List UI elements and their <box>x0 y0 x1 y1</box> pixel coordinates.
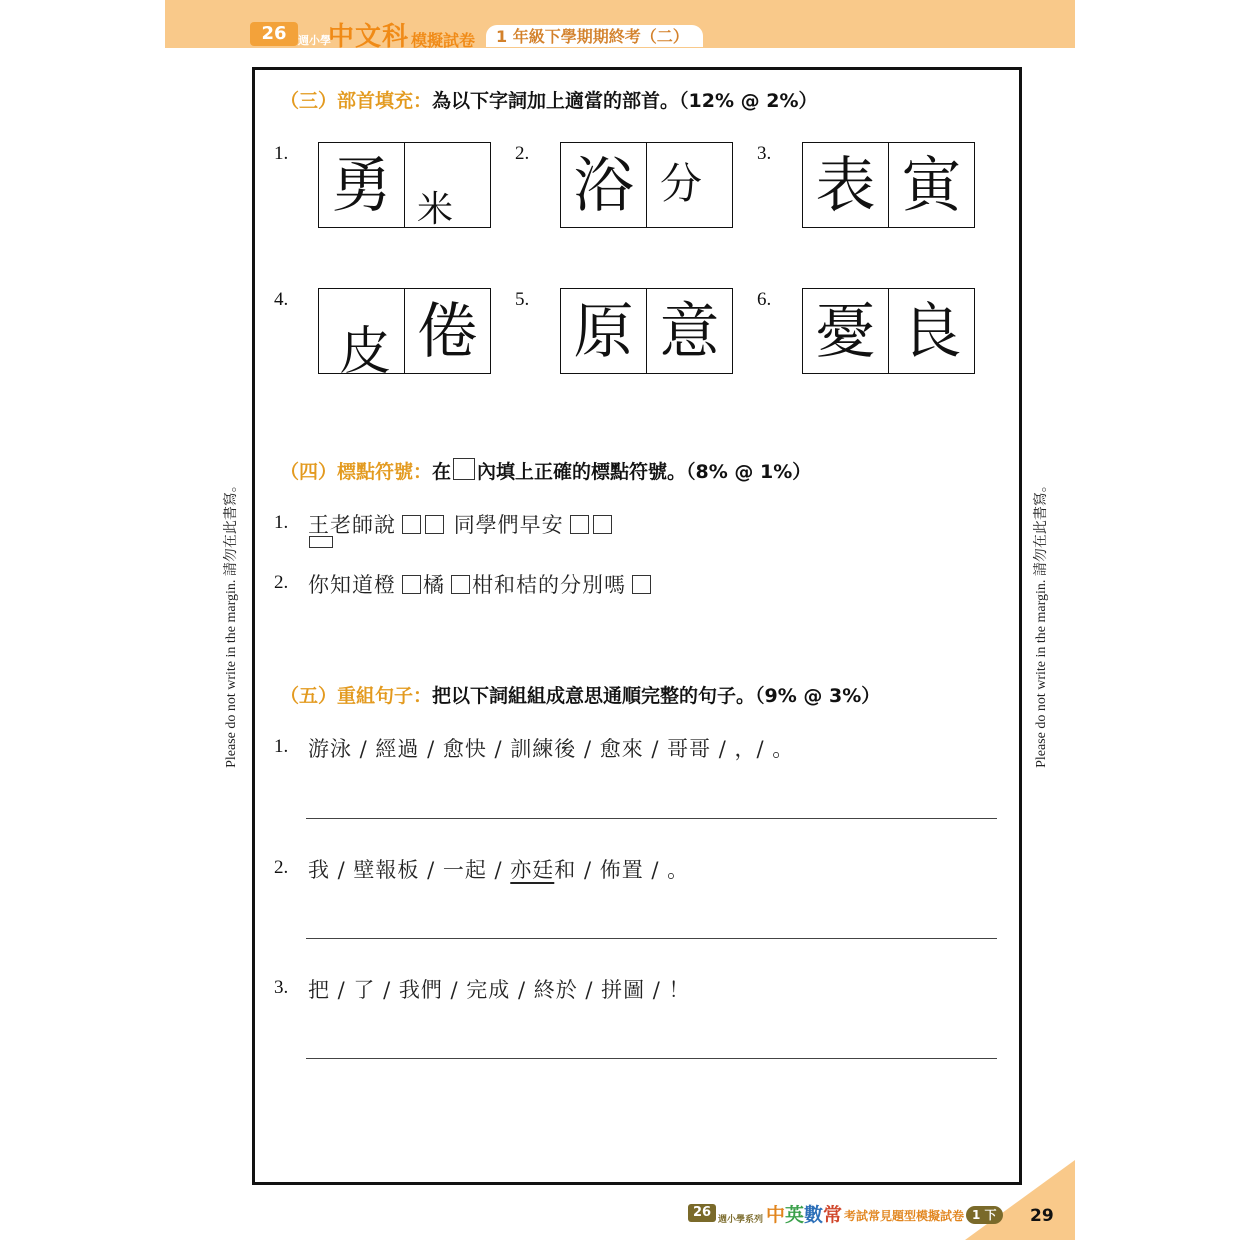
brand-char-1: 中 <box>766 1204 786 1226</box>
s4-q2-line <box>308 569 653 599</box>
s5-q2-text <box>308 854 689 884</box>
page-number: 29 <box>1030 1206 1054 1226</box>
s3-q3-left-cell <box>803 143 888 227</box>
s3-q4-left-char: 皮 <box>339 322 392 382</box>
s4-q1-part3: 同學們早安 <box>453 513 564 537</box>
s5-q2-pre: 我 / 壁報板 / 一起 / <box>308 858 511 882</box>
s4-q2-number: 2. <box>274 572 289 593</box>
s3-q2-number: 2. <box>515 143 530 164</box>
s3-q1-right-cell[interactable] <box>404 143 490 230</box>
s3-q6-number: 6. <box>757 289 772 310</box>
section5-title <box>280 681 880 708</box>
s5-q3-answer-line[interactable] <box>306 1058 997 1059</box>
s3-q2-right-char: 分 <box>660 159 703 208</box>
s3-q6-right-cell <box>888 289 974 373</box>
s3-q4-box <box>318 288 491 382</box>
s3-q5-box <box>560 288 733 374</box>
s5-q2-answer-line[interactable] <box>306 938 997 939</box>
footer-subtitle: 考試常見題型模擬試卷 <box>844 1209 965 1223</box>
section4-label: （四）標點符號： <box>280 461 433 483</box>
s4-q2-part1: 你知道橙 <box>308 573 396 597</box>
s3-q4-right-char: 倦 <box>417 297 478 367</box>
exam-title: 1 年級下學期期終考（二） <box>486 25 703 47</box>
s4-q1-part1: 王 <box>308 513 330 537</box>
s5-q3-number: 3. <box>274 977 289 998</box>
s4-q1-box3[interactable] <box>570 515 589 534</box>
s3-q2-box <box>560 142 733 228</box>
subject-title: 中文科 <box>328 22 410 52</box>
section5-instruction: 把以下詞組組成意思通順完整的句子。（9% @ 3%） <box>432 685 881 707</box>
s3-q2-left-char: 浴 <box>573 151 634 221</box>
s3-q1-number: 1. <box>274 143 289 164</box>
s3-q3-number: 3. <box>757 143 772 164</box>
s4-q1-box1[interactable] <box>402 515 421 534</box>
s3-q4-left-cell <box>319 289 404 382</box>
s4-q2-box1[interactable] <box>402 575 421 594</box>
section3-title <box>280 86 817 113</box>
s4-q1-box4[interactable] <box>593 515 612 534</box>
section4-title <box>280 457 811 484</box>
footer-corner-decoration <box>965 1160 1075 1240</box>
instruction-box-icon <box>453 458 475 480</box>
s4-q1-box2[interactable] <box>425 515 444 534</box>
s4-q1-line <box>308 509 614 539</box>
s3-q5-left-char: 原 <box>573 297 634 367</box>
paper-type: 模擬試卷 <box>411 31 476 50</box>
s4-q1-box-under-name[interactable] <box>309 536 333 548</box>
brand-char-3: 數 <box>804 1204 824 1226</box>
s3-q4-right-cell <box>404 289 490 373</box>
section4-instruction-post: 內填上正確的標點符號。（8% @ 1%） <box>477 461 812 483</box>
s3-q5-number: 5. <box>515 289 530 310</box>
s4-q1-number: 1. <box>274 512 289 533</box>
section4-instruction-pre: 在 <box>432 461 452 483</box>
s5-q1-number: 1. <box>274 736 289 757</box>
s3-q5-right-cell <box>646 289 732 373</box>
footer-grade-badge: 1 下 <box>966 1206 1003 1224</box>
s4-q2-box3[interactable] <box>632 575 651 594</box>
s4-q2-part3: 柑和桔的分別嗎 <box>472 573 626 597</box>
s3-q1-left-char: 勇 <box>331 151 392 221</box>
s5-q1-answer-line[interactable] <box>306 818 997 819</box>
s3-q6-box <box>802 288 975 374</box>
s3-q5-right-char: 意 <box>659 297 720 367</box>
question-frame <box>252 67 1022 1185</box>
s3-q3-left-char: 表 <box>815 151 876 221</box>
s5-q1-text: 游泳 / 經過 / 愈快 / 訓練後 / 愈來 / 哥哥 / ，/ 。 <box>308 737 795 761</box>
series-logo: 26 <box>250 22 298 46</box>
section5-label: （五）重組句子： <box>280 685 433 707</box>
s3-q5-left-cell <box>561 289 646 373</box>
brand-char-2: 英 <box>785 1204 805 1226</box>
s3-q2-left-cell <box>561 143 646 227</box>
s4-q1-part2: 老師說 <box>330 513 396 537</box>
s5-q2-post: 和 / 佈置 / 。 <box>554 858 690 882</box>
s4-q2-part2: 橘 <box>423 573 445 597</box>
s3-q3-right-cell <box>888 143 974 227</box>
footer-brand <box>766 1200 842 1227</box>
footer-series: 週小學系列 <box>718 1215 764 1225</box>
s3-q3-right-char: 寅 <box>901 151 962 221</box>
s3-q4-number: 4. <box>274 289 289 310</box>
footer-logo: 26 <box>688 1204 716 1222</box>
s3-q1-box <box>318 142 491 228</box>
section3-instruction: 為以下字詞加上適當的部首。（12% @ 2%） <box>432 90 818 112</box>
s3-q3-box <box>802 142 975 228</box>
s5-q2-number: 2. <box>274 857 289 878</box>
s3-q1-left-cell <box>319 143 404 227</box>
s4-q2-box2[interactable] <box>451 575 470 594</box>
s3-q2-right-cell[interactable] <box>646 143 732 227</box>
right-margin-note: Please do not write in the margin. 請勿在此書寫。 <box>1034 478 1049 768</box>
series-label: 週小學 <box>298 34 331 47</box>
s3-q6-left-char: 憂 <box>815 297 876 367</box>
s3-q1-right-char: 米 <box>417 189 454 230</box>
s5-q3-text: 把 / 了 / 我們 / 完成 / 終於 / 拼圖 / ！ <box>308 978 691 1002</box>
s3-q6-left-cell <box>803 289 888 373</box>
s3-q6-right-char: 良 <box>901 297 962 367</box>
s5-q2-name: 亦廷 <box>510 858 555 882</box>
brand-char-4: 常 <box>823 1204 843 1226</box>
section3-label: （三）部首填充： <box>280 90 433 112</box>
left-margin-note: Please do not write in the margin. 請勿在此書寫。 <box>224 478 239 768</box>
